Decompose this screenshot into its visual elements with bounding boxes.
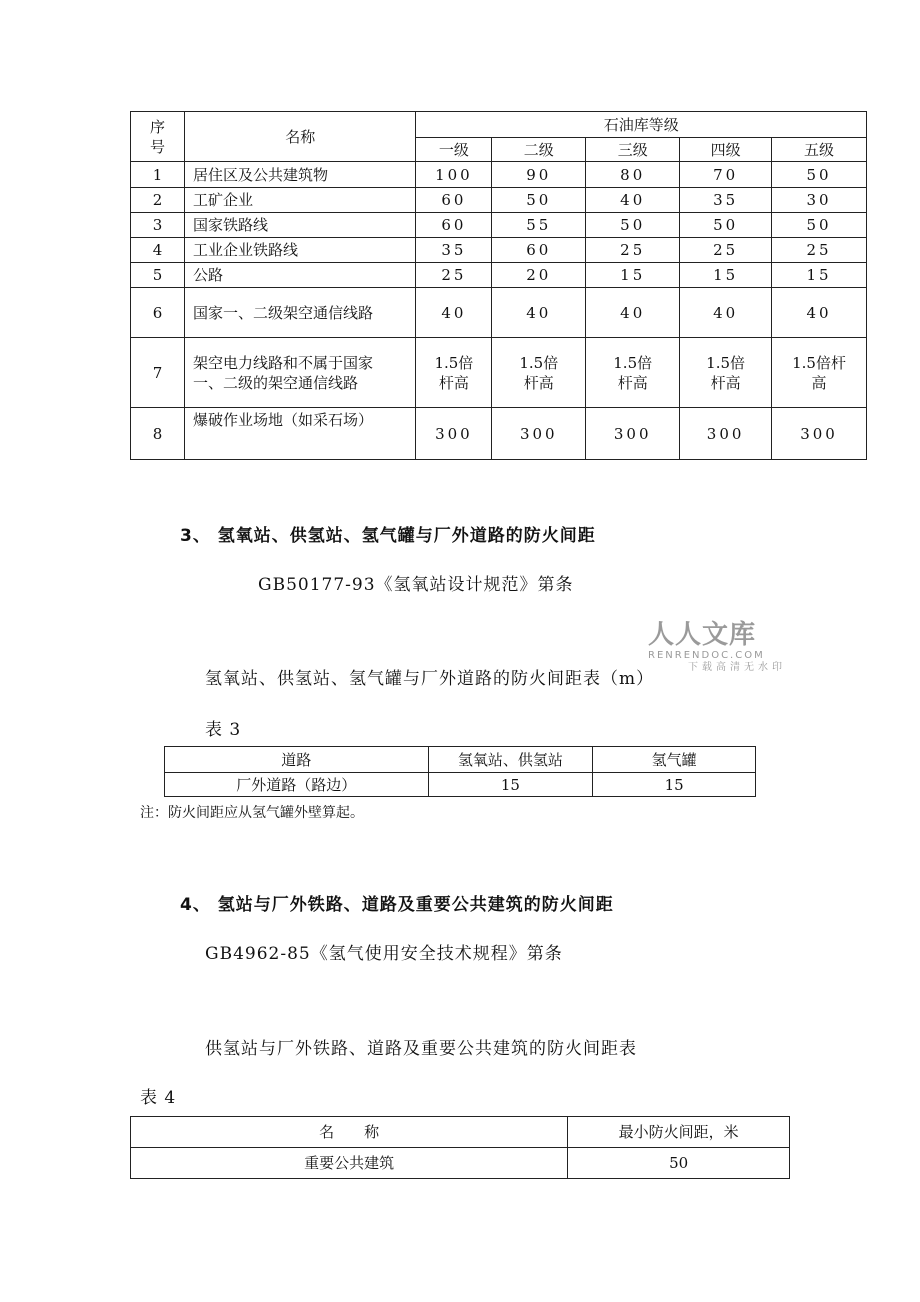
hydrogen-road-distance-table [164, 746, 756, 797]
header-road: 道路 [165, 747, 429, 773]
cell-value: 15 [428, 773, 593, 797]
header-level: 一级 [416, 138, 492, 162]
table-row [131, 188, 867, 213]
cell-value: 50 [680, 213, 772, 238]
row-name: 工矿企业 [184, 188, 415, 213]
hydrogen-building-distance-table [130, 1116, 790, 1179]
cell-value: 80 [586, 162, 680, 188]
cell-value: 40 [586, 188, 680, 213]
watermark-logo [648, 620, 786, 674]
header-tank: 氢气罐 [593, 747, 756, 773]
header-level: 五级 [772, 138, 867, 162]
header-seq: 序号 [131, 112, 185, 162]
table-row [131, 1148, 790, 1179]
cell-value: 50 [772, 162, 867, 188]
row-no: 8 [131, 408, 185, 460]
table-row [165, 773, 756, 797]
cell-value: 90 [492, 162, 586, 188]
row-name: 架空电力线路和不属于国家一、二级的架空通信线路 [184, 338, 415, 408]
table-3-number: 表 3 [205, 720, 242, 740]
table-row [131, 162, 867, 188]
row-name: 公路 [184, 263, 415, 288]
cell-value: 25 [772, 238, 867, 263]
table-4-number: 表 4 [140, 1088, 177, 1108]
row-no: 2 [131, 188, 185, 213]
section-3-reference: GB50177-93《氢氧站设计规范》第条 [258, 575, 574, 595]
cell-value: 40 [416, 288, 492, 338]
watermark-sub: 下载高清无水印 [688, 662, 786, 673]
cell-value: 1.5倍杆高 [680, 338, 772, 408]
cell-value: 50 [568, 1148, 790, 1179]
header-level: 三级 [586, 138, 680, 162]
cell-value: 25 [680, 238, 772, 263]
cell-name: 重要公共建筑 [131, 1148, 568, 1179]
cell-value: 40 [680, 288, 772, 338]
cell-value: 1.5倍杆高 [492, 338, 586, 408]
cell-value: 300 [416, 408, 492, 460]
cell-value: 50 [772, 213, 867, 238]
cell-value: 100 [416, 162, 492, 188]
row-name: 国家一、二级架空通信线路 [184, 288, 415, 338]
row-name: 国家铁路线 [184, 213, 415, 238]
table-3-note: 注：防火间距应从氢气罐外壁算起。 [140, 805, 364, 821]
cell-value: 15 [586, 263, 680, 288]
cell-value: 15 [772, 263, 867, 288]
section-3-heading: 3、 氢氧站、供氢站、氢气罐与厂外道路的防火间距 [180, 526, 596, 546]
header-level: 四级 [680, 138, 772, 162]
header-depot-grade: 石油库等级 [416, 112, 867, 138]
row-no: 6 [131, 288, 185, 338]
row-no: 1 [131, 162, 185, 188]
table-row [131, 238, 867, 263]
cell-value: 25 [586, 238, 680, 263]
table-row [131, 408, 867, 460]
cell-value: 30 [772, 188, 867, 213]
header-min-distance: 最小防火间距，米 [568, 1117, 790, 1148]
row-no: 3 [131, 213, 185, 238]
cell-value: 55 [492, 213, 586, 238]
cell-value: 15 [680, 263, 772, 288]
table-4-caption: 供氢站与厂外铁路、道路及重要公共建筑的防火间距表 [205, 1039, 637, 1059]
header-station: 氢氧站、供氢站 [428, 747, 593, 773]
cell-value: 60 [416, 213, 492, 238]
cell-value: 25 [416, 263, 492, 288]
row-no: 4 [131, 238, 185, 263]
cell-value: 20 [492, 263, 586, 288]
cell-value: 300 [680, 408, 772, 460]
cell-value: 300 [772, 408, 867, 460]
cell-value: 70 [680, 162, 772, 188]
cell-value: 40 [586, 288, 680, 338]
cell-value: 35 [680, 188, 772, 213]
cell-value: 60 [416, 188, 492, 213]
section-4-heading: 4、 氢站与厂外铁路、道路及重要公共建筑的防火间距 [180, 895, 614, 915]
cell-value: 300 [492, 408, 586, 460]
watermark-site: RENRENDOC.COM [648, 650, 765, 661]
cell-value: 60 [492, 238, 586, 263]
row-name: 居住区及公共建筑物 [184, 162, 415, 188]
cell-road: 厂外道路（路边） [165, 773, 429, 797]
header-name: 名称 [184, 112, 415, 162]
row-no: 5 [131, 263, 185, 288]
cell-value: 300 [586, 408, 680, 460]
oil-depot-distance-table [130, 111, 867, 460]
cell-value: 1.5倍杆高 [772, 338, 867, 408]
table-row [131, 288, 867, 338]
cell-value: 50 [586, 213, 680, 238]
cell-value: 35 [416, 238, 492, 263]
row-name: 工业企业铁路线 [184, 238, 415, 263]
header-level: 二级 [492, 138, 586, 162]
header-name: 名 称 [131, 1117, 568, 1148]
table-row [131, 263, 867, 288]
row-no: 7 [131, 338, 185, 408]
table-row [131, 338, 867, 408]
cell-value: 1.5倍杆高 [586, 338, 680, 408]
cell-value: 15 [593, 773, 756, 797]
cell-value: 50 [492, 188, 586, 213]
watermark-title: 人人文库 [648, 620, 757, 650]
table-row [131, 213, 867, 238]
section-4-reference: GB4962-85《氢气使用安全技术规程》第条 [205, 944, 563, 964]
cell-value: 1.5倍杆高 [416, 338, 492, 408]
cell-value: 40 [492, 288, 586, 338]
row-name: 爆破作业场地（如采石场） [184, 408, 415, 460]
cell-value: 40 [772, 288, 867, 338]
table-3-caption: 氢氧站、供氢站、氢气罐与厂外道路的防火间距表（m） [205, 669, 655, 689]
